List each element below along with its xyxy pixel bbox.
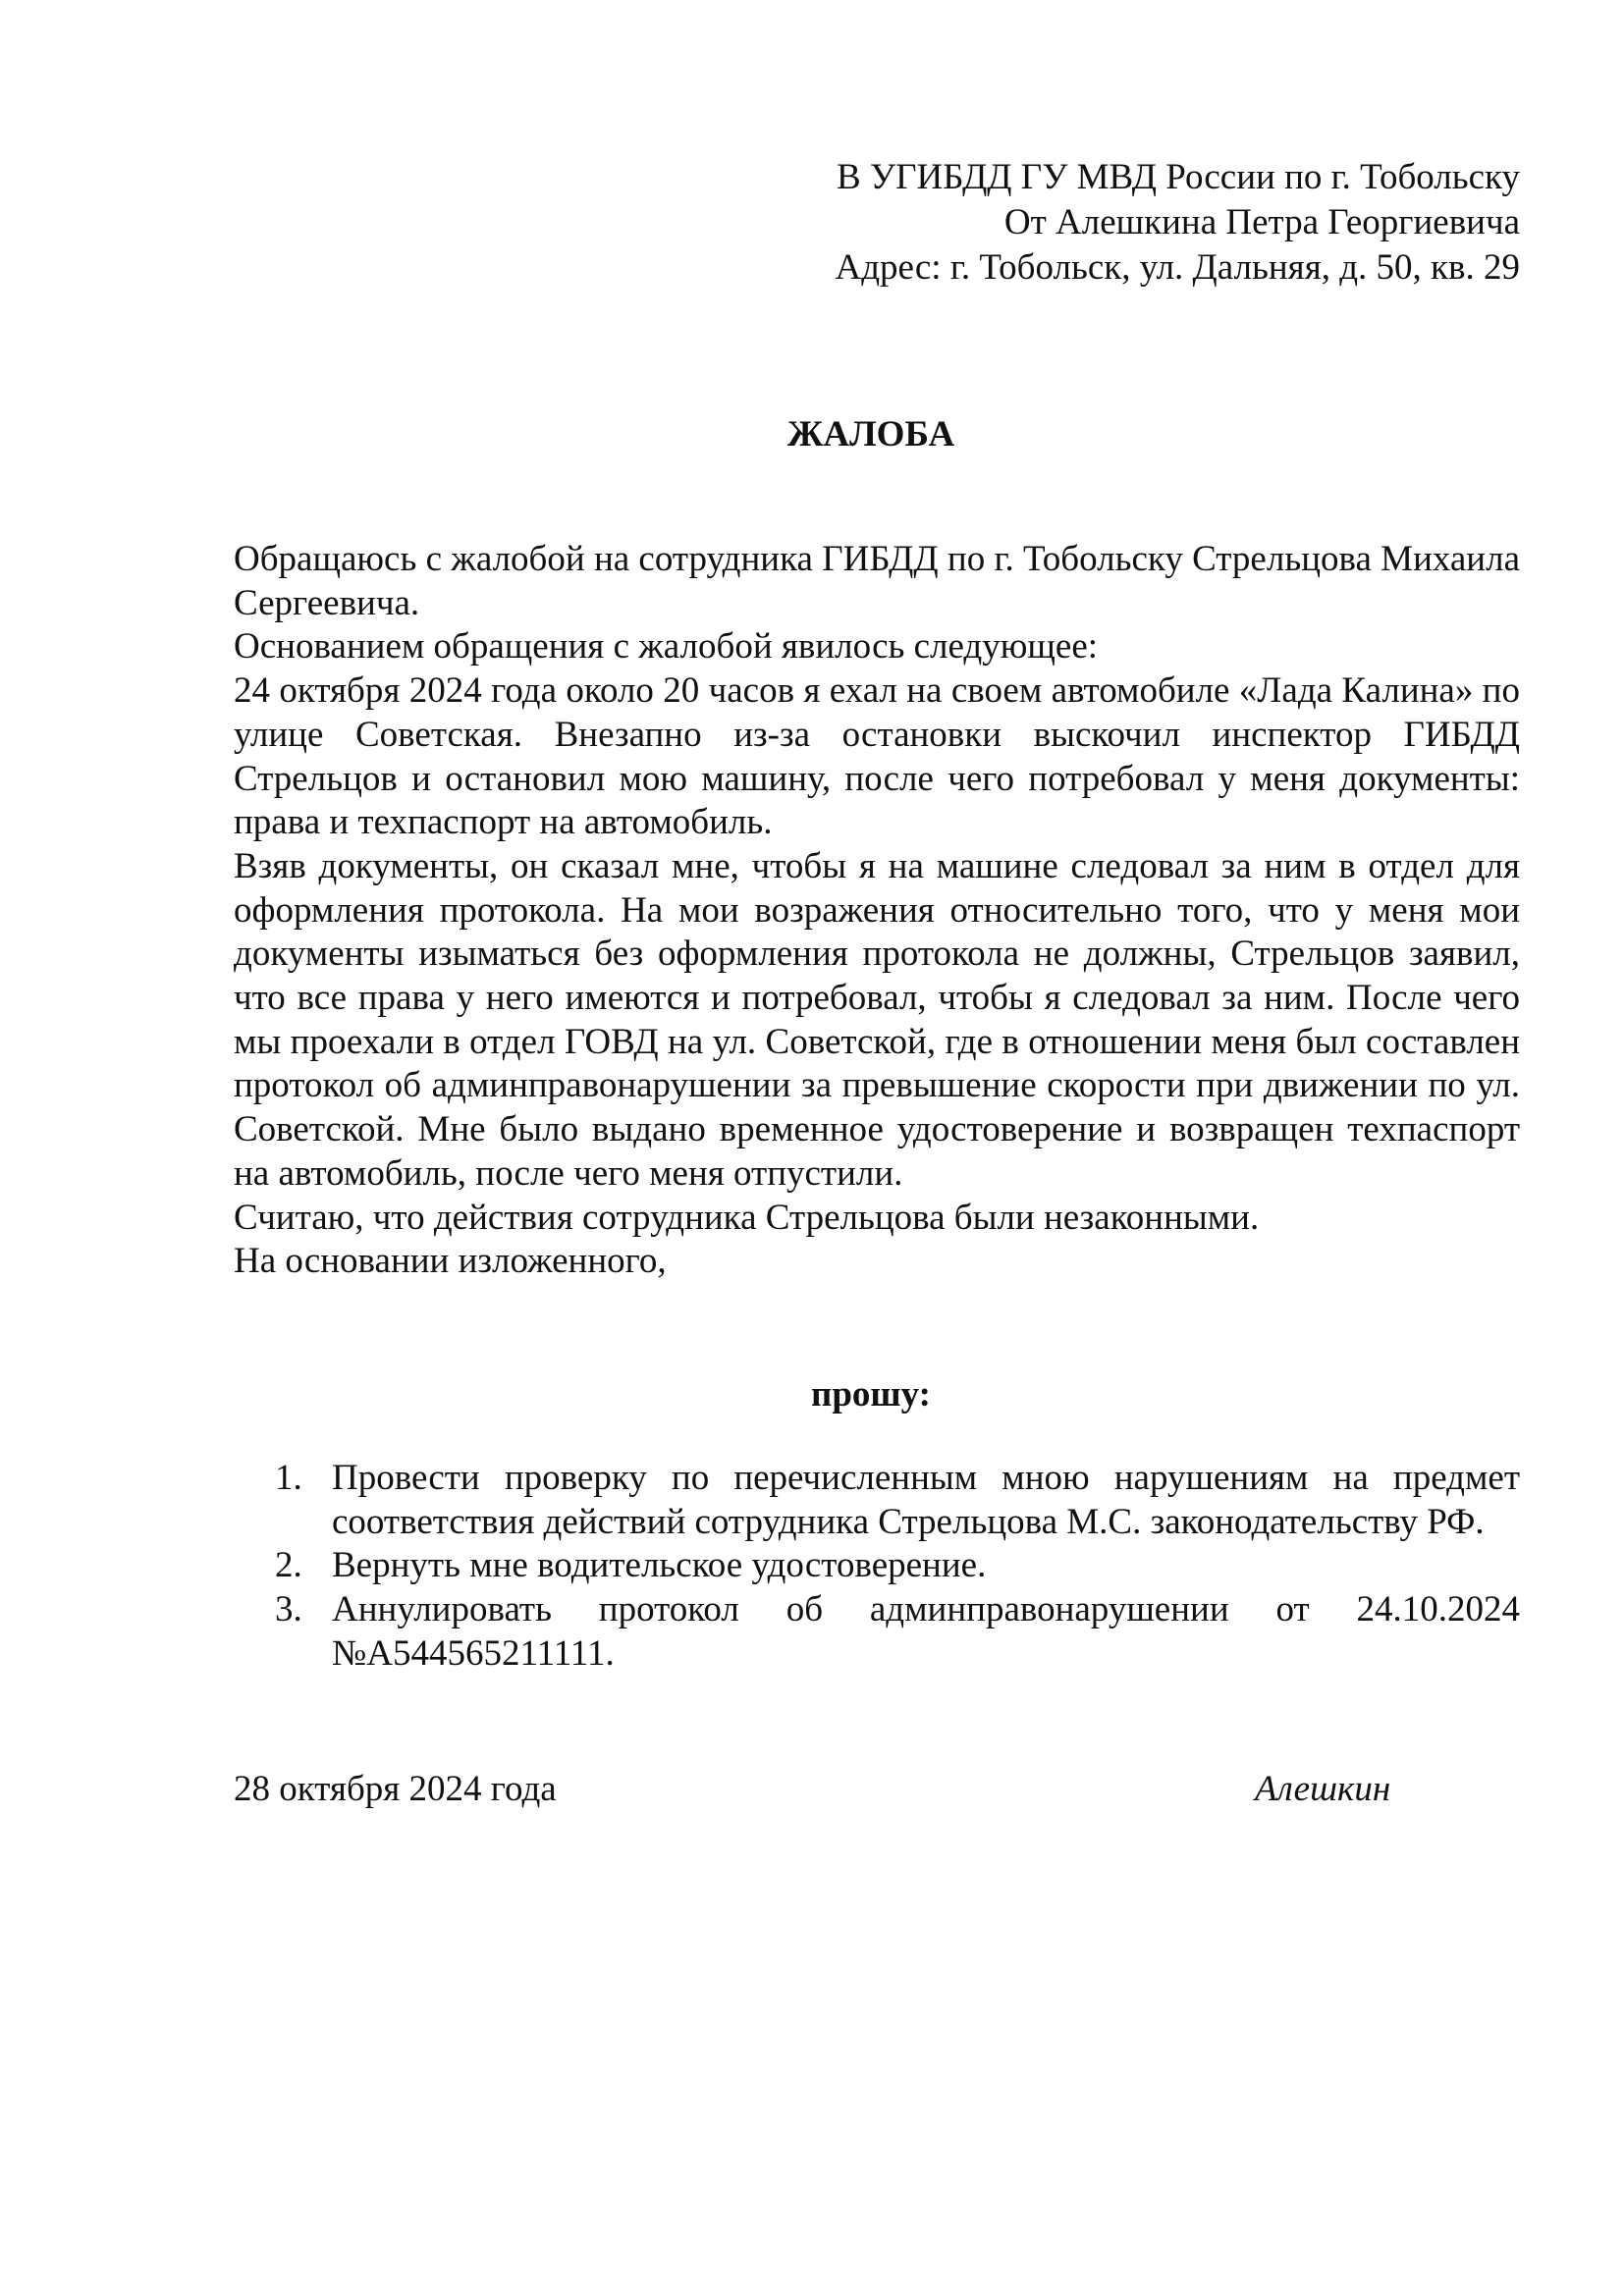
list-item-number: 2. xyxy=(275,1545,302,1586)
sender-line: От Алешкина Петра Георгиевича xyxy=(1003,202,1520,242)
request-list xyxy=(275,1457,1520,1677)
request-heading: прошу: xyxy=(811,1374,931,1415)
list-item xyxy=(275,1588,1520,1676)
signature: Алешкин xyxy=(1255,1769,1391,1809)
document-date: 28 октября 2024 года xyxy=(234,1769,557,1809)
document-title: ЖАЛОБА xyxy=(786,414,955,454)
list-item-text: Аннулировать протокол об админправонарушении от 24.10.2024 №А544565211111. xyxy=(332,1589,1520,1674)
paragraph-basis: На основании изложенного, xyxy=(234,1241,667,1282)
paragraph-intro: Обращаюсь с жалобой на сотрудника ГИБДД по г. Тобольску Стрельцова Михаила Сергеевича. xyxy=(234,539,1520,623)
paragraph-incident: 24 октября 2024 года около 20 часов я ехал на своем автомобиле «Лада Калина» по улице Советская. Внезапно из-за остановки выскочил инспектор ГИБДД Стрельцов и остановил мою машину, после чего потребовал у меня документы: права и техпаспорт на автомобиль. xyxy=(234,670,1520,843)
addressee-line: В УГИБДД ГУ МВД России по г. Тобольску xyxy=(837,157,1520,197)
list-item-number: 1. xyxy=(275,1458,302,1498)
list-item xyxy=(275,1457,1520,1544)
complaint-body xyxy=(234,538,1520,1284)
paragraph-grounds: Основанием обращения с жалобой явилось следующее: xyxy=(234,626,1099,667)
addressee-block xyxy=(636,155,1520,291)
paragraph-details: Взяв документы, он сказал мне, чтобы я на машине следовал за ним в отдел для оформления протокола. На мои возражения относительно того, что у меня мои документы изыматься без оформления протокола не должны, Стрельцов заявил, что все права у него имеются и потребовал, чтобы я следовал за ним. После чего мы проехали в отдел ГОВД на ул. Советской, где в отношении меня был составлен протокол об админправонарушении за превышение скорости при движении по ул. Советской. Мне было выдано временное удостоверение и возвращен техпаспорт на автомобиль, после чего меня отпустили. xyxy=(234,845,1520,1194)
list-item-text: Провести проверку по перечисленным мною нарушениям на предмет соответствия действий сотрудника Стрельцова М.С. законодательству РФ. xyxy=(332,1458,1520,1542)
paragraph-opinion: Считаю, что действия сотрудника Стрельцова были незаконными. xyxy=(234,1197,1260,1238)
list-item-text: Вернуть мне водительское удостоверение. xyxy=(332,1545,987,1586)
address-line: Адрес: г. Тобольск, ул. Дальняя, д. 50, кв. 29 xyxy=(835,247,1520,288)
list-item xyxy=(275,1544,1520,1588)
list-item-number: 3. xyxy=(275,1589,302,1630)
